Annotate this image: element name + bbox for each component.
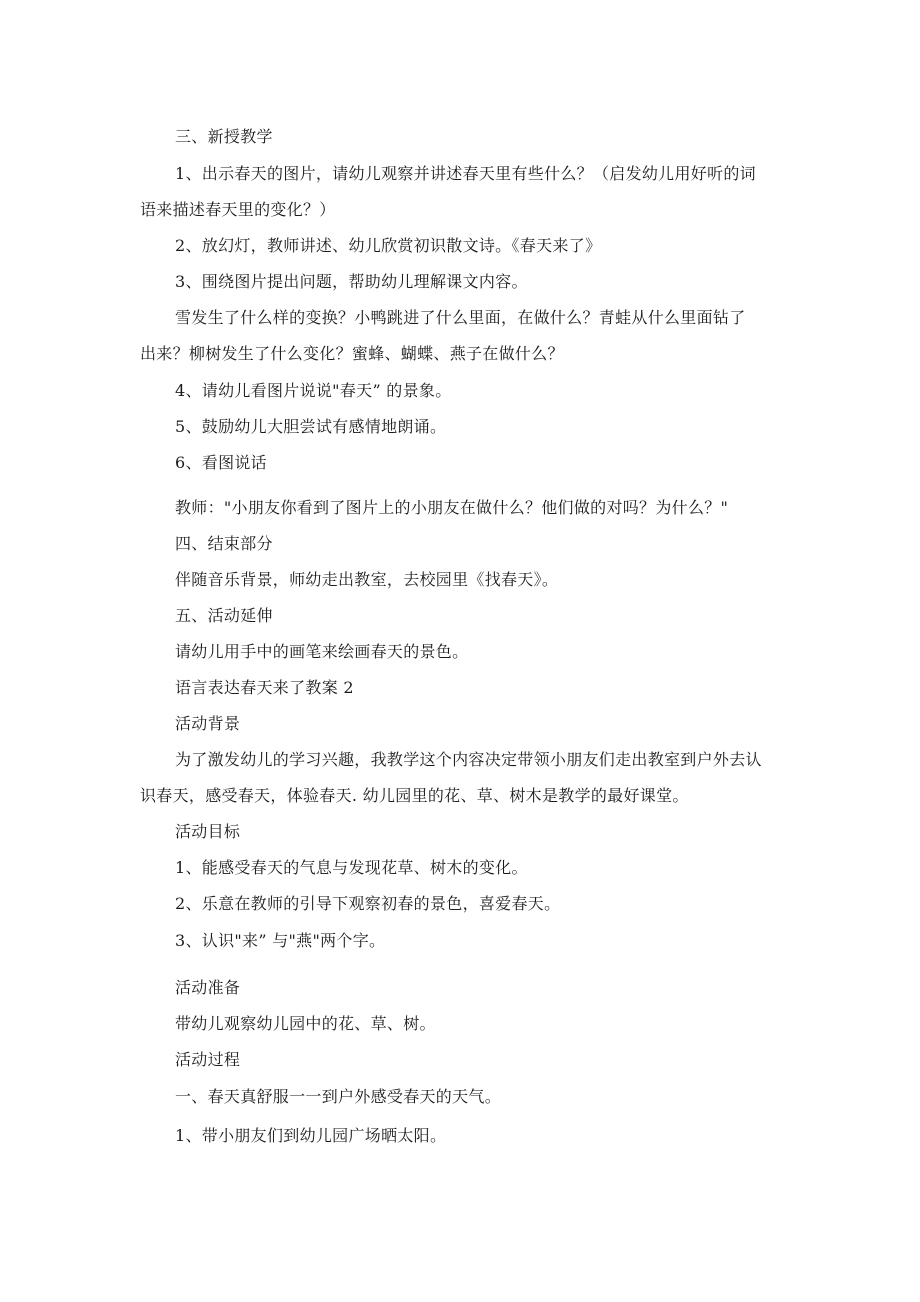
paragraph-line: 一、春天真舒服一一到户外感受春天的天气。	[175, 1087, 502, 1106]
paragraph-line: 出来？柳树发生了什么变化？蜜蜂、蝴蝶、燕子在做什么？	[140, 344, 564, 363]
paragraph-line: 4、请幼儿看图片说说"春天” 的景象。	[175, 381, 452, 400]
section-heading: 活动背景	[175, 714, 241, 733]
paragraph-line: 识春天，感受春天，体验春天. 幼儿园里的花、草、树木是教学的最好课堂。	[140, 786, 689, 805]
paragraph-line: 教师："小朋友你看到了图片上的小朋友在做什么？他们做的对吗？为什么？"	[175, 498, 729, 517]
paragraph-line: 带幼儿观察幼儿园中的花、草、树。	[175, 1014, 436, 1033]
section-heading: 四、结束部分	[175, 534, 273, 553]
document-title: 语言表达春天来了教案 2	[175, 678, 354, 697]
paragraph-line: 6、看图说话	[175, 453, 267, 472]
paragraph-line: 1、出示春天的图片，请幼儿观察并讲述春天里有些什么？（启发幼儿用好听的词	[175, 164, 756, 183]
paragraph-line: 3、认识"来” 与"燕"两个字。	[175, 931, 386, 950]
paragraph-line: 伴随音乐背景，师幼走出教室，去校园里《找春天》。	[175, 570, 559, 589]
paragraph-line: 1、带小朋友们到幼儿园广场晒太阳。	[175, 1126, 447, 1145]
section-heading: 五、活动延伸	[175, 606, 273, 625]
section-heading: 活动准备	[175, 978, 241, 997]
paragraph-line: 请幼儿用手中的画笔来绘画春天的景色。	[175, 642, 469, 661]
paragraph-line: 2、乐意在教师的引导下观察初春的景色，喜爱春天。	[175, 894, 561, 913]
section-heading: 三、新授教学	[175, 127, 273, 146]
section-heading: 活动过程	[175, 1050, 241, 1069]
paragraph-line: 2、放幻灯，教师讲述、幼儿欣赏初识散文诗。《春天来了》	[175, 236, 602, 255]
paragraph-line: 雪发生了什么样的变换？小鸭跳进了什么里面，在做什么？青蛙从什么里面钻了	[175, 308, 746, 327]
paragraph-line: 3、围绕图片提出问题，帮助幼儿理解课文内容。	[175, 272, 528, 291]
paragraph-line: 5、鼓励幼儿大胆尝试有感情地朗诵。	[175, 417, 447, 436]
paragraph-line: 1、能感受春天的气息与发现花草、树木的变化。	[175, 858, 528, 877]
section-heading: 活动目标	[175, 822, 241, 841]
paragraph-line: 为了激发幼儿的学习兴趣，我教学这个内容决定带领小朋友们走出教室到户外去认	[175, 750, 762, 769]
paragraph-line: 语来描述春天里的变化？）	[140, 200, 336, 219]
